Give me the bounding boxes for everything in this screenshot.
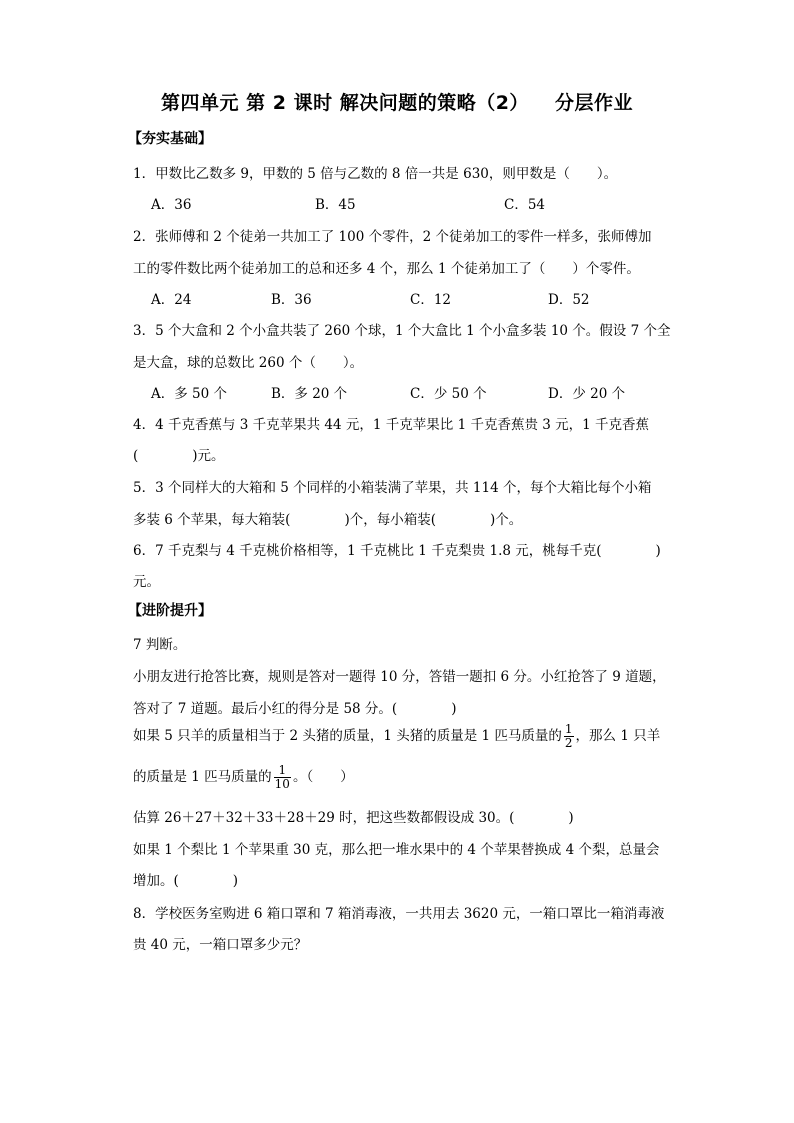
fraction-denominator: 10 xyxy=(274,777,290,791)
section-advanced-heading: 【进阶提升】 xyxy=(128,603,212,619)
section-basic-heading: 【夯实基础】 xyxy=(128,131,212,147)
question-3-line-1: 3．5 个大盒和 2 个小盒共装了 260 个球，1 个大盒比 1 个小盒多装 10 个。假设 7 个全 xyxy=(133,323,671,339)
judge-4-line-1: 如果 1 个梨比 1 个苹果重 30 克，那么把一堆水果中的 4 个苹果替换成 4 个梨，总量会 xyxy=(133,842,660,858)
judge-1-line-1: 小朋友进行抢答比赛，规则是答对一题得 10 分，答错一题扣 6 分。小红抢答了 9 道题， xyxy=(133,669,666,685)
page-title xyxy=(0,88,794,115)
question-4-line-1: 4．4 千克香蕉与 3 千克苹果共 44 元，1 千克苹果比 1 千克香蕉贵 3 元，1 千克香蕉 xyxy=(133,417,650,433)
question-7-heading: 7 判断。 xyxy=(133,637,187,653)
question-6-line-1: 6．7 千克梨与 4 千克桃价格相等，1 千克桃比 1 千克梨贵 1.8 元，桃每千克( ) xyxy=(133,543,661,559)
question-4-line-2: ( )元。 xyxy=(133,448,225,464)
option-d: D．少 20 个 xyxy=(548,386,626,402)
judge-4-line-2: 增加。( ) xyxy=(133,873,239,889)
fraction-denominator: 2 xyxy=(564,736,573,750)
fraction-numerator: 1 xyxy=(564,722,573,736)
question-3-options xyxy=(151,382,671,400)
judge-2-text-c: 的质量是 1 匹马质量的 xyxy=(133,769,272,785)
question-2-line-2: 工的零件数比两个徒弟加工的总和还多 4 个，那么 1 个徒弟加工了（ ）个零件。 xyxy=(133,261,640,277)
fraction-one-tenth xyxy=(274,764,291,791)
question-2-line-1: 2．张师傅和 2 个徒弟一共加工了 100 个零件，2 个徒弟加工的零件一样多，张师傅加 xyxy=(133,229,652,245)
option-c: C．54 xyxy=(504,197,546,213)
option-c: C．少 50 个 xyxy=(410,386,487,402)
option-b: B．多 20 个 xyxy=(271,386,348,402)
question-1-options xyxy=(151,193,671,211)
judge-1-line-2: 答对了 7 道题。最后小红的得分是 58 分。( ) xyxy=(133,701,457,717)
judge-2-line-2 xyxy=(133,763,354,791)
question-5-line-2: 多装 6 个苹果，每大箱装( )个，每小箱装( )个。 xyxy=(133,512,523,528)
fraction-one-half xyxy=(564,723,574,750)
judge-2-text-a: 如果 5 只羊的质量相当于 2 头猪的质量，1 头猪的质量是 1 匹马质量的 xyxy=(133,728,562,744)
option-a: A．多 50 个 xyxy=(151,386,228,402)
question-8-line-2: 贵 40 元，一箱口罩多少元？ xyxy=(133,937,308,953)
option-c: C．12 xyxy=(410,292,452,308)
option-a: A．24 xyxy=(151,292,192,308)
question-2-options xyxy=(151,288,671,306)
question-3-line-2: 是大盒，球的总数比 260 个（ ）。 xyxy=(133,355,364,371)
option-d: D．52 xyxy=(548,292,590,308)
option-b: B．36 xyxy=(271,292,312,308)
judge-3-line: 估算 26＋27＋32＋33＋28＋29 时，把这些数都假设成 30。( ) xyxy=(133,810,574,826)
question-6-line-2: 元。 xyxy=(133,574,160,590)
judge-2-line-1 xyxy=(133,722,660,750)
judge-2-text-d: 。（ ） xyxy=(292,769,354,785)
option-b: B．45 xyxy=(315,197,356,213)
question-1-text: 1．甲数比乙数多 9，甲数的 5 倍与乙数的 8 倍一共是 630，则甲数是（ ）。 xyxy=(133,166,618,182)
question-8-line-1: 8．学校医务室购进 6 箱口罩和 7 箱消毒液，一共用去 3620 元，一箱口罩比一箱消毒液 xyxy=(133,906,665,922)
title-sub: 分层作业 xyxy=(554,92,633,114)
judge-2-text-b: ，那么 1 只羊 xyxy=(575,728,661,744)
question-5-line-1: 5．3 个同样大的大箱和 5 个同样的小箱装满了苹果，共 114 个，每个大箱比每个小箱 xyxy=(133,480,652,496)
option-a: A．36 xyxy=(151,197,192,213)
fraction-numerator: 1 xyxy=(278,763,287,777)
title-main: 第四单元 第 2 课时 解决问题的策略（2） xyxy=(161,92,529,114)
